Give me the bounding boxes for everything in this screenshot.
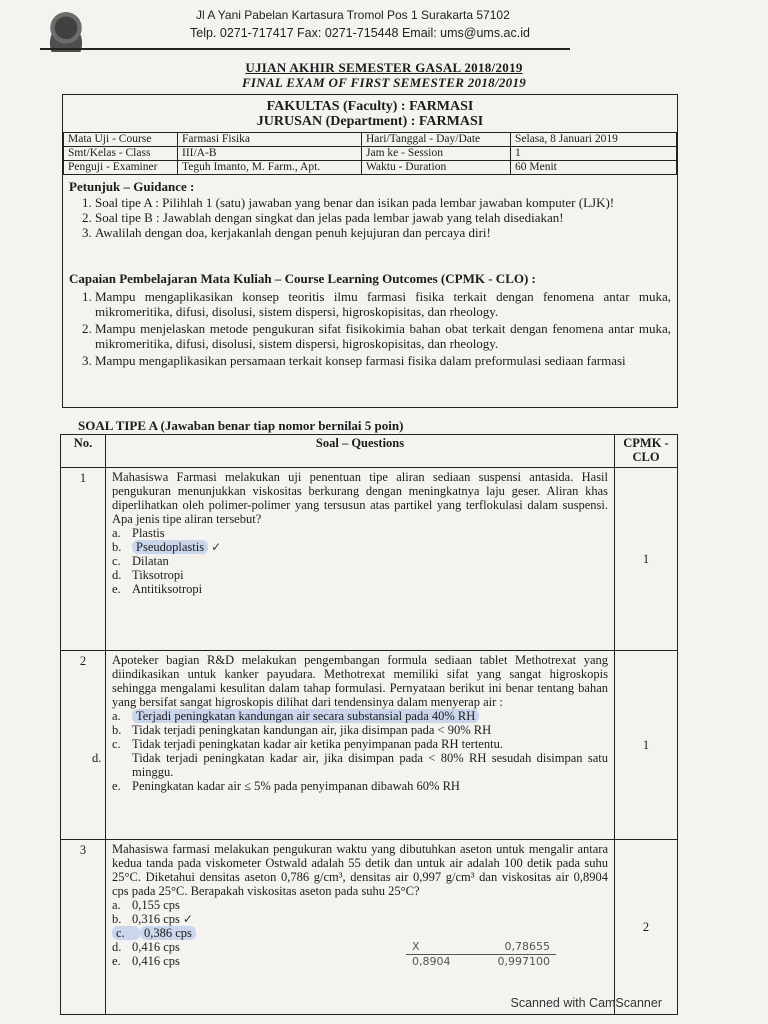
question-number: 1	[61, 468, 106, 651]
faculty-label: FAKULTAS (Faculty) : FARMASI	[266, 99, 474, 114]
department-label: JURUSAN (Department) : FARMASI	[256, 114, 484, 129]
question-number: 3	[61, 840, 106, 1015]
header-contact: Telp. 0271-717417 Fax: 0271-715448 Email: ums@ums.ac.id	[190, 26, 530, 40]
answer-highlight: Terjadi peningkatan kandungan air secara substansial pada 40% RH	[132, 709, 479, 723]
exam-title-en: FINAL EXAM OF FIRST SEMESTER 2018/2019	[241, 75, 527, 90]
question-body	[106, 840, 615, 1015]
clo-section	[69, 271, 671, 370]
question-clo: 1	[615, 651, 678, 840]
option: e. Peningkatan kadar air ≤ 5% pada penyimpanan dibawah 60% RH	[112, 779, 460, 793]
clo-title: Capaian Pembelajaran Mata Kuliah – Course Learning Outcomes (CPMK - CLO) :	[69, 271, 536, 286]
option-selected: c. 0,386 cps	[112, 926, 608, 940]
option: c. Dilatan	[112, 554, 169, 568]
question-row	[61, 651, 678, 840]
exam-title-id: UJIAN AKHIR SEMESTER GASAL 2018/2019	[245, 60, 523, 75]
guidance-item: 1. Soal tipe A : Pilihlah 1 (satu) jawaban yang benar dan isikan pada lembar jawaban komputer (LJK)!	[95, 195, 669, 210]
questions-table	[60, 434, 678, 1015]
question-text: Mahasiswa Farmasi melakukan uji penentuan tipe aliran sediaan suspensi antasida. Hasil pengukuran menunjukkan viskositas berkurang dengan meningkatnya laju geser. Aliran khas diperlihatkan oleh polimer-polimer yang tersusun atas partikel yang terflokulasi dalam suspensi. Apa jenis tipe aliran tersebut?	[112, 470, 608, 526]
clo-item: 3. Mampu mengaplikasikan persamaan terkait konsep farmasi fisika dalam preformulasi sediaan farmasi	[95, 353, 671, 368]
guidance-item: 3. Awalilah dengan doa, kerjakanlah dengan penuh kejujuran dan percaya diri!	[95, 225, 669, 240]
col-no-header: No.	[61, 435, 106, 468]
class-value: III/A-B	[178, 147, 362, 161]
clo-item: 2. Mampu menjelaskan metode pengukuran sifat fisikokimia bahan obat terkait dengan fenomena antar muka, mikromeritika, difusi, disolusi, sistem dispersi, higroskopisitas, dan rheology.	[95, 321, 671, 351]
header-rule	[40, 48, 570, 50]
course-label: Mata Uji - Course	[64, 133, 178, 147]
option-selected: a. Terjadi peningkatan kandungan air secara substansial pada 40% RH	[112, 709, 608, 723]
guidance-title: Petunjuk – Guidance :	[69, 179, 195, 194]
col-clo-header: CPMK - CLO	[615, 435, 678, 468]
option: c. Tidak terjadi peningkatan kadar air ketika penyimpanan pada RH tertentu.	[112, 737, 503, 751]
option: a. Plastis	[112, 526, 165, 540]
option: d. Tidak terjadi peningkatan kadar air, jika disimpan pada < 80% RH sesudah disimpan satu minggu.	[92, 751, 608, 779]
question-row	[61, 468, 678, 651]
col-question-header: Soal – Questions	[106, 435, 615, 468]
question-body	[92, 651, 615, 840]
option: e. 0,416 cps	[112, 954, 180, 968]
question-clo: 1	[615, 468, 678, 651]
clo-item: 1. Mampu mengaplikasikan konsep teoritis ilmu farmasi fisika terkait dengan fenomena antar muka, mikromeritika, difusi, disolusi, sistem dispersi, higroskopisitas, dan rheology.	[95, 289, 671, 319]
examiner-value: Teguh Imanto, M. Farm., Apt.	[178, 161, 362, 175]
exam-info-table	[63, 132, 677, 175]
handwritten-numerator: X	[412, 940, 420, 953]
class-label: Smt/Kelas - Class	[64, 147, 178, 161]
scanner-watermark: Scanned with CamScanner	[510, 996, 662, 1010]
guidance-section	[69, 179, 669, 240]
course-value: Farmasi Fisika	[178, 133, 362, 147]
exam-info-box	[62, 94, 678, 408]
option-list	[112, 526, 608, 596]
guidance-item: 2. Soal tipe B : Jawablah dengan singkat dan jelas pada lembar jawab yang telah disediakan!	[95, 210, 669, 225]
option-list	[92, 709, 608, 793]
question-number: 2	[61, 651, 106, 840]
university-logo	[38, 8, 94, 52]
option: d. Tiksotropi	[112, 568, 184, 582]
option-selected: b. Pseudoplastis ✓	[112, 540, 222, 554]
option: b. Tidak terjadi peningkatan kandungan air, jika disimpan pada < 90% RH	[112, 723, 492, 737]
duration-value: 60 Menit	[511, 161, 677, 175]
handwritten-denominator: 0,8904	[412, 955, 451, 968]
date-label: Hari/Tanggal - Day/Date	[362, 133, 511, 147]
question-text: Mahasiswa farmasi melakukan pengukuran waktu yang dibutuhkan aseton untuk mengalir antara kedua tanda pada viskometer Ostwald adalah 55 detik dan untuk air adalah 100 detik pada suhu 25°C. Diketahui densitas aseton 0,786 g/cm³, densitas air 0,997 g/cm³ dan viskositas air 0,8904 cps pada 25°C. Berapakah viskositas aseton pada suhu 25°C?	[112, 842, 608, 898]
answer-highlight: 0,386 cps	[140, 926, 196, 940]
question-clo: 2	[615, 840, 678, 1015]
option: a. 0,155 cps	[112, 898, 180, 912]
option: e. Antitiksotropi	[112, 582, 203, 596]
option: b. 0,316 cps ✓	[112, 912, 193, 926]
date-value: Selasa, 8 Januari 2019	[511, 133, 677, 147]
question-body	[106, 468, 615, 651]
question-row	[61, 840, 678, 1015]
handwritten-numerator-2: 0,78655	[504, 940, 550, 953]
examiner-label: Penguji - Examiner	[64, 161, 178, 175]
handwritten-calculation	[406, 940, 556, 969]
check-mark-icon: ✓	[182, 912, 193, 926]
header-address: Jl A Yani Pabelan Kartasura Tromol Pos 1 Surakarta 57102	[196, 8, 510, 22]
option: d. 0,416 cps	[112, 940, 180, 954]
session-value: 1	[511, 147, 677, 161]
check-mark-icon: ✓	[211, 540, 222, 554]
section-title: SOAL TIPE A (Jawaban benar tiap nomor bernilai 5 poin)	[78, 418, 404, 433]
duration-label: Waktu - Duration	[362, 161, 511, 175]
question-text: Apoteker bagian R&D melakukan pengembangan formula sediaan tablet Methotrexat yang diindikasikan untuk kanker payudara. Methotrexat memiliki sifat yang sangat higroskopis sehingga mengalami kesulitan dalam tahap formulasi. Pernyataan berikut ini benar tentang bahan yang bersifat sangat higroskopis dilihat dari tendensinya dalam menyerap air :	[112, 653, 608, 709]
handwritten-denominator-2: 0,997100	[497, 955, 550, 968]
answer-highlight: Pseudoplastis	[132, 540, 208, 554]
session-label: Jam ke - Session	[362, 147, 511, 161]
